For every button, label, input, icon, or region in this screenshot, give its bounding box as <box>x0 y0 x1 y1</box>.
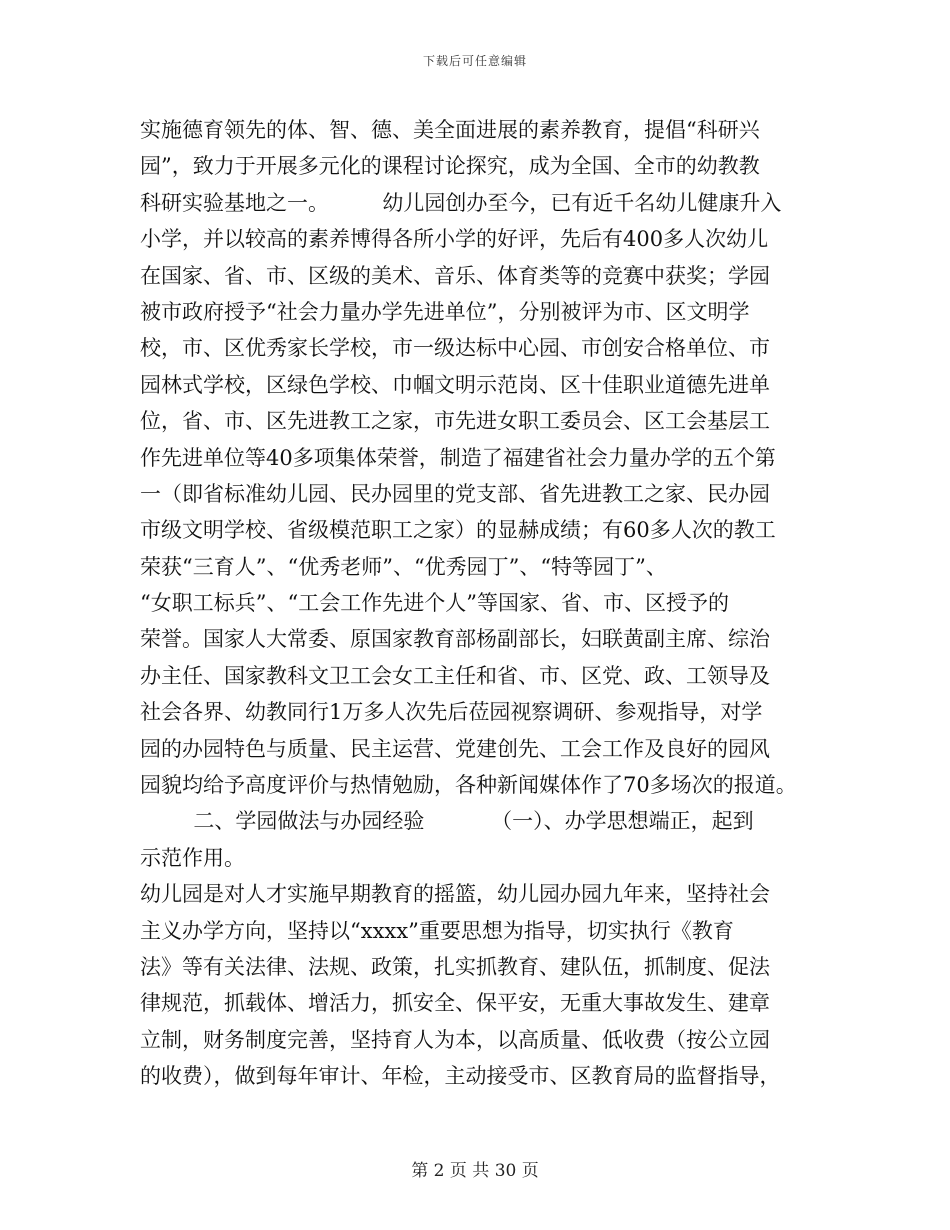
text-line: 科研实验基地之一。 幼儿园创办至今，已有近千名幼儿健康升入 <box>140 190 782 215</box>
text-line: 园林式学校，区绿色学校、巾帼文明示范岗、区十佳职业道德先进单 <box>140 372 770 397</box>
text-line: 在国家、省、市、区级的美术、音乐、体育类等的竞赛中获奖；学园 <box>140 263 770 288</box>
text-line: 校，市、区优秀家长学校，市一级达标中心园、市创安合格单位、市 <box>140 336 770 361</box>
text-line: 示范作用。 <box>140 845 245 870</box>
text-line: 幼儿园是对人才实施早期教育的摇篮，幼儿园办园九年来，坚持社会 <box>140 882 770 907</box>
text-line: 被市政府授予“社会力量办学先进单位”，分别被评为市、区文明学 <box>140 299 750 324</box>
text-line: 市级文明学校、省级模范职工之家）的显赫成绩；有60多人次的教工 <box>140 518 776 543</box>
document-body <box>140 112 820 1095</box>
text-line: 荣誉。国家人大常委、原国家教育部杨副部长，妇联黄副主席、综治 <box>140 627 770 652</box>
page-header: 下载后可任意编辑 <box>422 54 527 68</box>
text-line: 荣获“三育人”、“优秀老师”、“优秀园丁”、“特等园丁”、 <box>140 554 667 579</box>
text-line: 园的办园特色与质量、民主运营、党建创先、工会工作及良好的园风 <box>140 736 770 761</box>
text-line: 的收费），做到每年审计、年检，主动接受市、区教育局的监督指导， <box>140 1064 781 1089</box>
text-line: “女职工标兵”、“工会工作先进个人”等国家、省、市、区授予的 <box>140 591 729 616</box>
text-line: 主义办学方向，坚持以“xxxx”重要思想为指导，切实执行《教育 <box>140 918 734 943</box>
text-line: 实施德育领先的体、智、德、美全面进展的素养教育，提倡“科研兴 <box>140 118 760 142</box>
section-heading-line: 二、学园做法与办园经验 （一）、办学思想端正，起到 <box>140 809 754 834</box>
text-line: 一（即省标准幼儿园、民办园里的党支部、省先进教工之家、民办园 <box>140 481 770 506</box>
text-line: 小学，并以较高的素养博得各所小学的好评，先后有400多人次幼儿 <box>140 227 769 252</box>
text-line: 法》等有关法律、法规、政策，扎实抓教育、建队伍，抓制度、促法 <box>140 954 770 979</box>
text-line: 社会各界、幼教同行1万多人次先后莅园视察调研、参观指导，对学 <box>140 700 763 725</box>
text-line: 园貌均给予高度评价与热情勉励，各种新闻媒体作了70多场次的报道。 <box>140 773 797 798</box>
page-number-footer: 第 2 页 共 30 页 <box>411 1161 539 1181</box>
text-line: 办主任、国家教科文卫工会女工主任和省、市、区党、政、工领导及 <box>140 663 770 688</box>
text-line: 作先进单位等40多项集体荣誉，制造了福建省社会力量办学的五个第 <box>140 445 776 470</box>
text-line: 位，省、市、区先进教工之家，市先进女职工委员会、区工会基层工 <box>140 409 770 434</box>
text-line: 园”，致力于开展多元化的课程讨论探究，成为全国、全市的幼教教 <box>140 154 760 179</box>
text-line: 律规范，抓载体、增活力，抓安全、保平安，无重大事故发生、建章 <box>140 991 770 1016</box>
text-line: 立制，财务制度完善，坚持育人为本，以高质量、低收费（按公立园 <box>140 1027 770 1052</box>
